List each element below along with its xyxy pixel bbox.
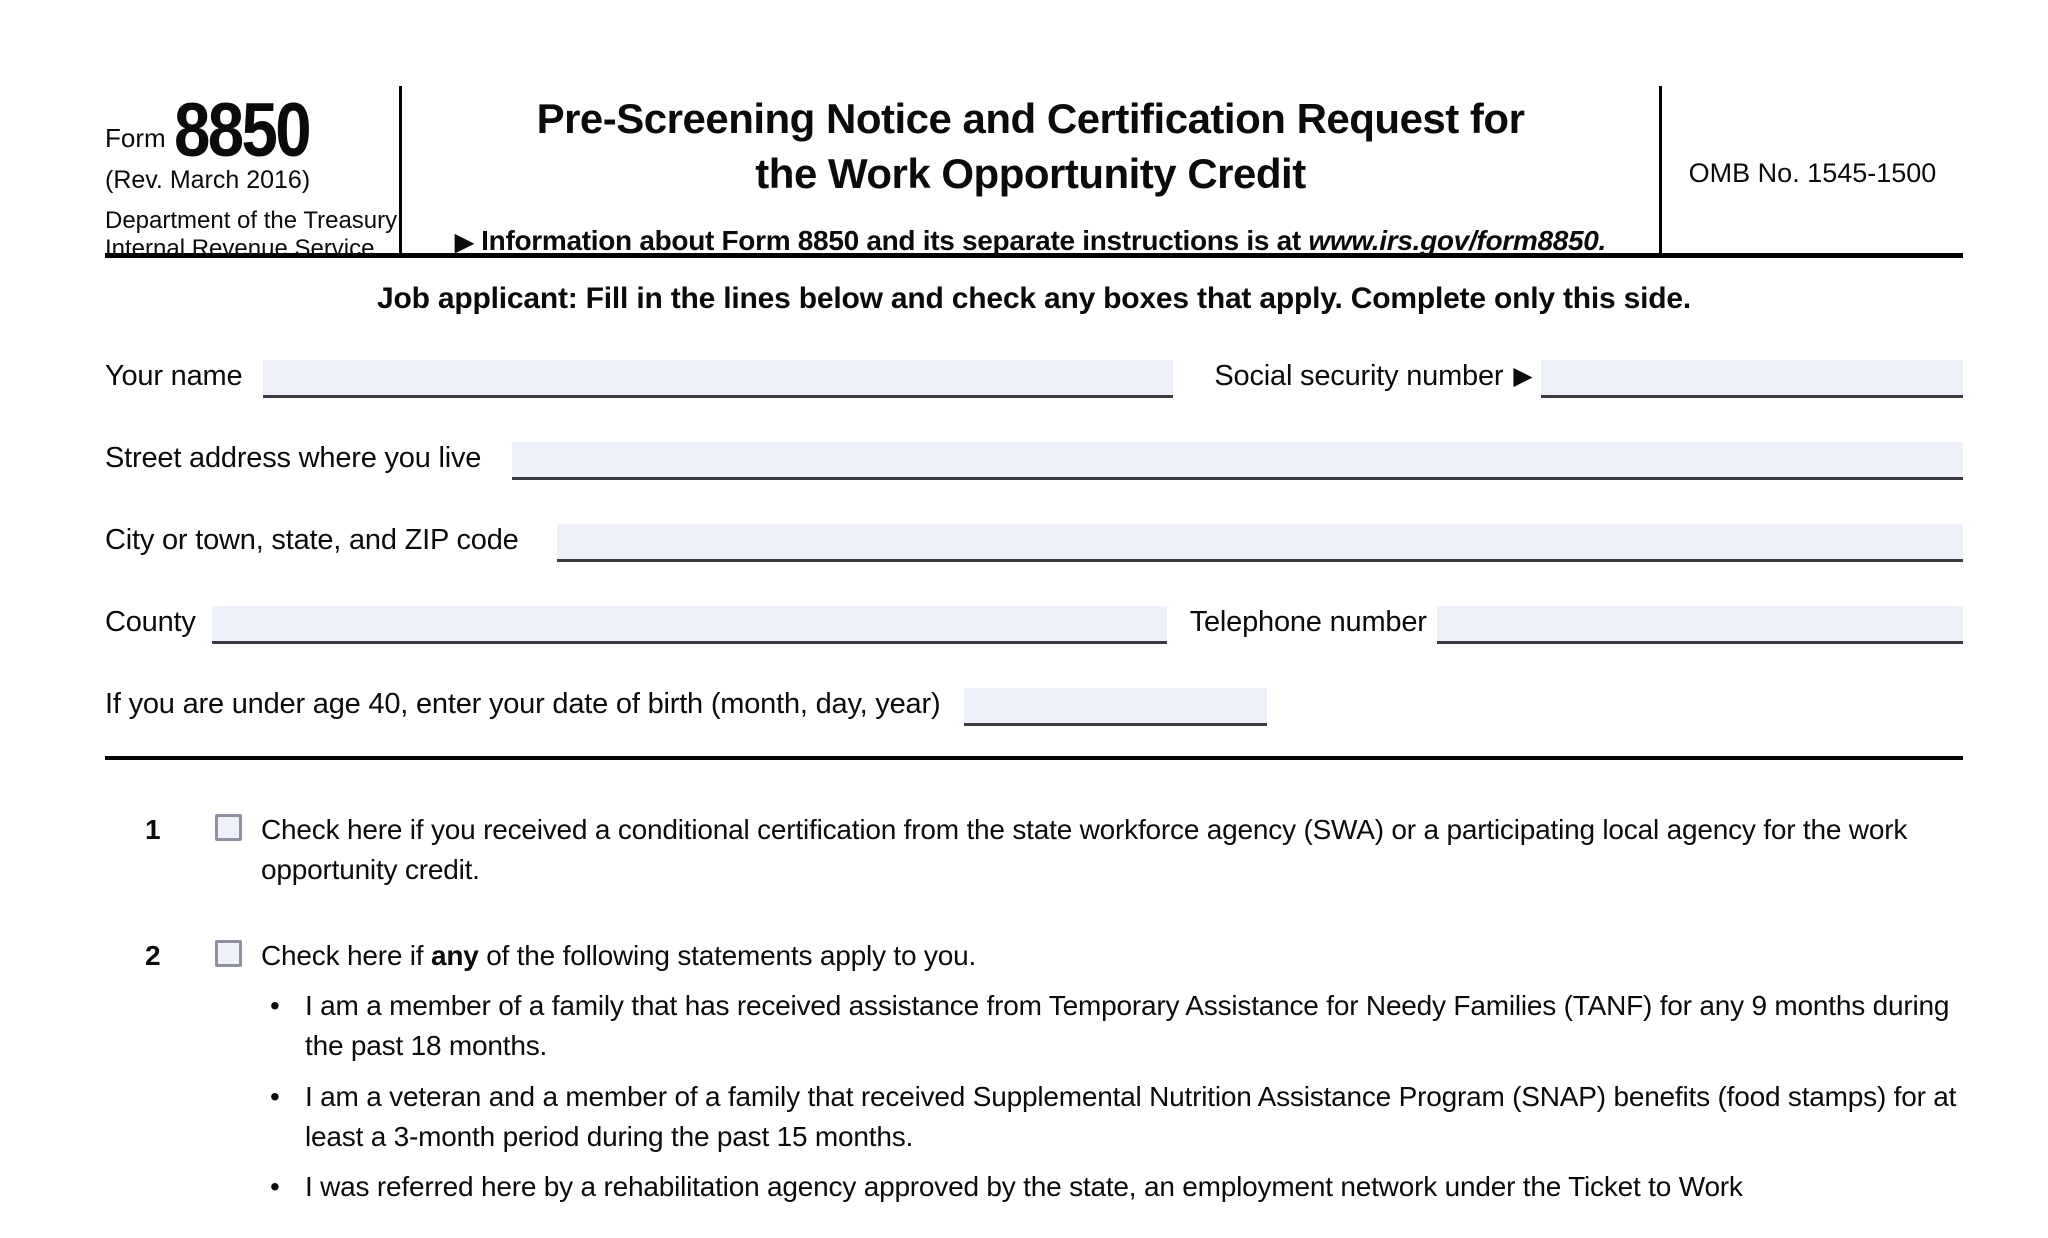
section-divider: [105, 756, 1963, 760]
right-arrow-icon: ▶: [454, 229, 474, 257]
name-row: [105, 360, 1963, 398]
form-header: [105, 86, 1963, 262]
bullet-icon: •: [270, 1080, 280, 1112]
dob-input[interactable]: [964, 688, 1267, 726]
list-item: [261, 986, 1963, 1066]
phone-label: Telephone number: [1189, 606, 1427, 638]
right-arrow-icon: ▶: [1513, 362, 1533, 390]
street-row: [105, 442, 1963, 480]
city-row: [105, 524, 1963, 562]
city-input[interactable]: [557, 524, 1963, 562]
bullet-text-snap: I am a veteran and a member of a family that received Supplemental Nutrition Assistance Program (SNAP) benefits (food stamps) for at least a 3-month period during the past 15 months.: [305, 1080, 1957, 1152]
item-1-text: Check here if you received a conditional certification from the state workforce agency (SWA) or a participating local agency for the work opportunity credit.: [261, 814, 1908, 885]
statement-item-1: [105, 810, 1963, 890]
bullet-icon: •: [270, 990, 280, 1022]
name-label: Your name: [105, 360, 243, 392]
form-info-line: [432, 225, 1629, 257]
irs-line: Internal Revenue Service: [105, 234, 375, 262]
checkbox-1[interactable]: [215, 814, 242, 841]
bullet-icon: •: [270, 1171, 280, 1203]
form-revision: (Rev. March 2016): [105, 166, 311, 195]
bullet-text-rehabilitation: I was referred here by a rehabilitation agency approved by the state, an employment network under the Ticket to Work: [305, 1171, 1743, 1203]
form-title-line1: Pre-Screening Notice and Certification Request for: [536, 95, 1525, 142]
job-applicant-banner: Job applicant: Fill in the lines below and check any boxes that apply. Complete only this side.: [376, 282, 1692, 315]
list-item: [261, 1167, 1963, 1207]
omb-number: OMB No. 1545-1500: [1688, 158, 1937, 188]
item-2-text-bold: any: [430, 939, 479, 971]
ssn-input[interactable]: [1541, 360, 1963, 398]
county-phone-row: [105, 606, 1963, 644]
form-word-label: Form: [105, 123, 166, 154]
form-id-block: [105, 86, 402, 262]
omb-block: [1662, 86, 1963, 253]
form-title-block: [402, 86, 1662, 257]
checkbox-2[interactable]: [215, 940, 242, 967]
item-2-number: 2: [145, 939, 161, 971]
dob-row: [105, 688, 1963, 726]
bullet-text-tanf: I am a member of a family that has received assistance from Temporary Assistance for Needy Families (TANF) for any 9 months during the past 18 months.: [305, 990, 1950, 1061]
item-2-bullet-list: [261, 986, 1963, 1207]
form-title: [432, 92, 1629, 201]
item-2-text: Check here if any of the following statements apply to you.: [261, 939, 977, 971]
name-input[interactable]: [263, 360, 1173, 398]
county-input[interactable]: [212, 606, 1167, 644]
list-item: [261, 1077, 1963, 1157]
info-url: www.irs.gov/form8850.: [1308, 225, 1607, 257]
county-label: County: [105, 606, 196, 638]
item-1-number: 1: [145, 814, 161, 845]
form-number: 8850: [173, 88, 309, 173]
street-label: Street address where you live: [105, 442, 482, 474]
phone-input[interactable]: [1437, 606, 1963, 644]
city-label: City or town, state, and ZIP code: [105, 524, 519, 556]
dept-treasury-line: Department of the Treasury: [105, 207, 398, 235]
dob-label: If you are under age 40, enter your date of birth (month, day, year): [105, 688, 941, 720]
street-input[interactable]: [512, 442, 1963, 480]
statement-item-2: [105, 936, 1963, 1208]
form-8850-page: [105, 86, 1963, 1207]
info-text: Information about Form 8850 and its separate instructions is at: [481, 225, 1309, 257]
ssn-label: Social security number: [1214, 360, 1504, 392]
form-title-line2: the Work Opportunity Credit: [755, 149, 1306, 197]
